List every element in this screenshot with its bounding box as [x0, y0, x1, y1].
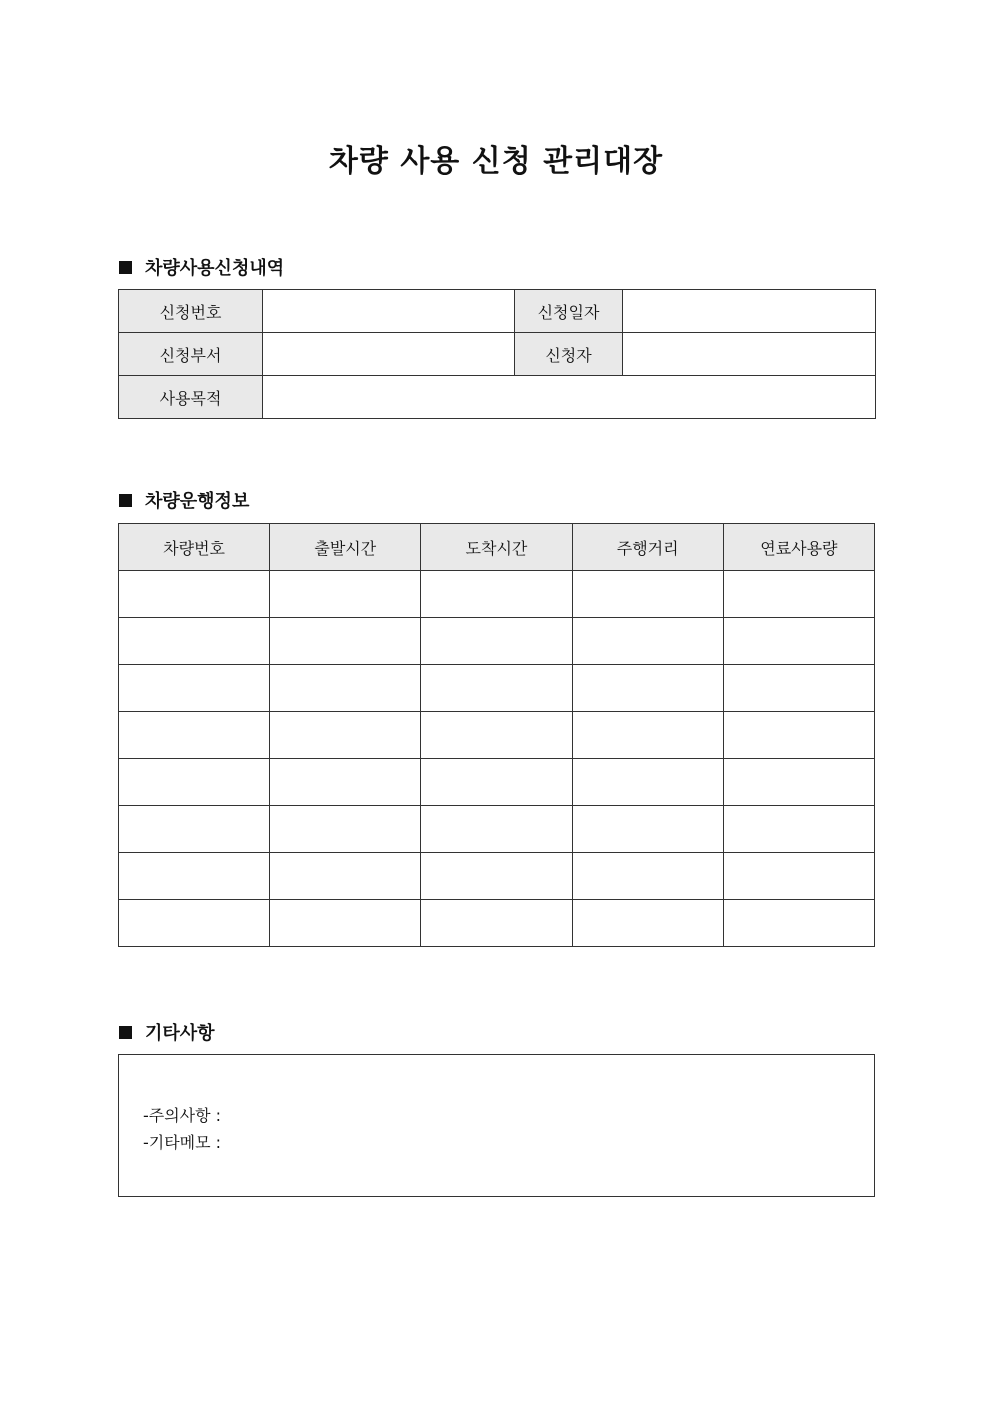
table-row — [119, 806, 875, 853]
column-header-vehicle-number: 차량번호 — [119, 524, 270, 571]
table-cell[interactable] — [119, 806, 270, 853]
table-cell[interactable] — [270, 665, 421, 712]
table-cell[interactable] — [119, 853, 270, 900]
table-cell[interactable] — [723, 900, 874, 947]
purpose-field[interactable] — [263, 376, 876, 419]
application-number-field[interactable] — [263, 290, 515, 333]
table-cell[interactable] — [723, 853, 874, 900]
label-application-number: 신청번호 — [119, 290, 263, 333]
table-cell[interactable] — [270, 853, 421, 900]
table-cell[interactable] — [421, 618, 572, 665]
section-heading-text: 차량운행정보 — [145, 491, 250, 512]
table-cell[interactable] — [270, 712, 421, 759]
notes-box[interactable] — [118, 1054, 875, 1197]
label-application-date: 신청일자 — [515, 290, 623, 333]
table-row — [119, 376, 876, 419]
table-cell[interactable] — [421, 571, 572, 618]
section-heading-text: 기타사항 — [145, 1023, 215, 1044]
section-heading-other — [119, 1019, 215, 1045]
table-cell[interactable] — [119, 571, 270, 618]
column-header-arrival-time: 도착시간 — [421, 524, 572, 571]
label-department: 신청부서 — [119, 333, 263, 376]
table-cell[interactable] — [270, 759, 421, 806]
application-table — [118, 289, 876, 419]
table-row — [119, 618, 875, 665]
table-cell[interactable] — [270, 571, 421, 618]
table-cell[interactable] — [119, 900, 270, 947]
table-cell[interactable] — [421, 806, 572, 853]
section-heading-text: 차량사용신청내역 — [145, 258, 285, 279]
section-heading-operation — [119, 487, 249, 513]
table-row — [119, 333, 876, 376]
note-caution: -주의사항 : — [143, 1106, 222, 1125]
table-row — [119, 290, 876, 333]
table-cell[interactable] — [119, 759, 270, 806]
table-cell[interactable] — [723, 806, 874, 853]
table-cell[interactable] — [572, 712, 723, 759]
table-cell[interactable] — [119, 665, 270, 712]
table-cell[interactable] — [270, 618, 421, 665]
note-memo: -기타메모 : — [143, 1133, 222, 1152]
square-bullet-icon — [119, 261, 132, 274]
table-cell[interactable] — [572, 665, 723, 712]
table-cell[interactable] — [723, 571, 874, 618]
table-row — [119, 853, 875, 900]
table-row — [119, 665, 875, 712]
table-cell[interactable] — [572, 571, 723, 618]
table-row — [119, 712, 875, 759]
document-title: 차량 사용 신청 관리대장 — [328, 144, 664, 179]
table-cell[interactable] — [270, 900, 421, 947]
operation-table — [118, 523, 875, 947]
table-cell[interactable] — [119, 712, 270, 759]
section-heading-application — [119, 254, 284, 280]
column-header-distance: 주행거리 — [572, 524, 723, 571]
table-cell[interactable] — [270, 806, 421, 853]
table-cell[interactable] — [572, 618, 723, 665]
department-field[interactable] — [263, 333, 515, 376]
table-cell[interactable] — [723, 759, 874, 806]
table-cell[interactable] — [572, 853, 723, 900]
table-header-row — [119, 524, 875, 571]
square-bullet-icon — [119, 1026, 132, 1039]
table-cell[interactable] — [421, 853, 572, 900]
table-cell[interactable] — [119, 618, 270, 665]
table-row — [119, 759, 875, 806]
label-purpose: 사용목적 — [119, 376, 263, 419]
table-cell[interactable] — [723, 618, 874, 665]
column-header-fuel-used: 연료사용량 — [723, 524, 874, 571]
table-cell[interactable] — [723, 712, 874, 759]
application-date-field[interactable] — [623, 290, 876, 333]
table-cell[interactable] — [572, 900, 723, 947]
table-cell[interactable] — [421, 759, 572, 806]
table-cell[interactable] — [421, 900, 572, 947]
table-cell[interactable] — [421, 712, 572, 759]
table-cell[interactable] — [421, 665, 572, 712]
applicant-field[interactable] — [623, 333, 876, 376]
table-row — [119, 900, 875, 947]
table-cell[interactable] — [572, 759, 723, 806]
table-cell[interactable] — [572, 806, 723, 853]
square-bullet-icon — [119, 494, 132, 507]
label-applicant: 신청자 — [515, 333, 623, 376]
table-row — [119, 571, 875, 618]
table-cell[interactable] — [723, 665, 874, 712]
column-header-departure-time: 출발시간 — [270, 524, 421, 571]
